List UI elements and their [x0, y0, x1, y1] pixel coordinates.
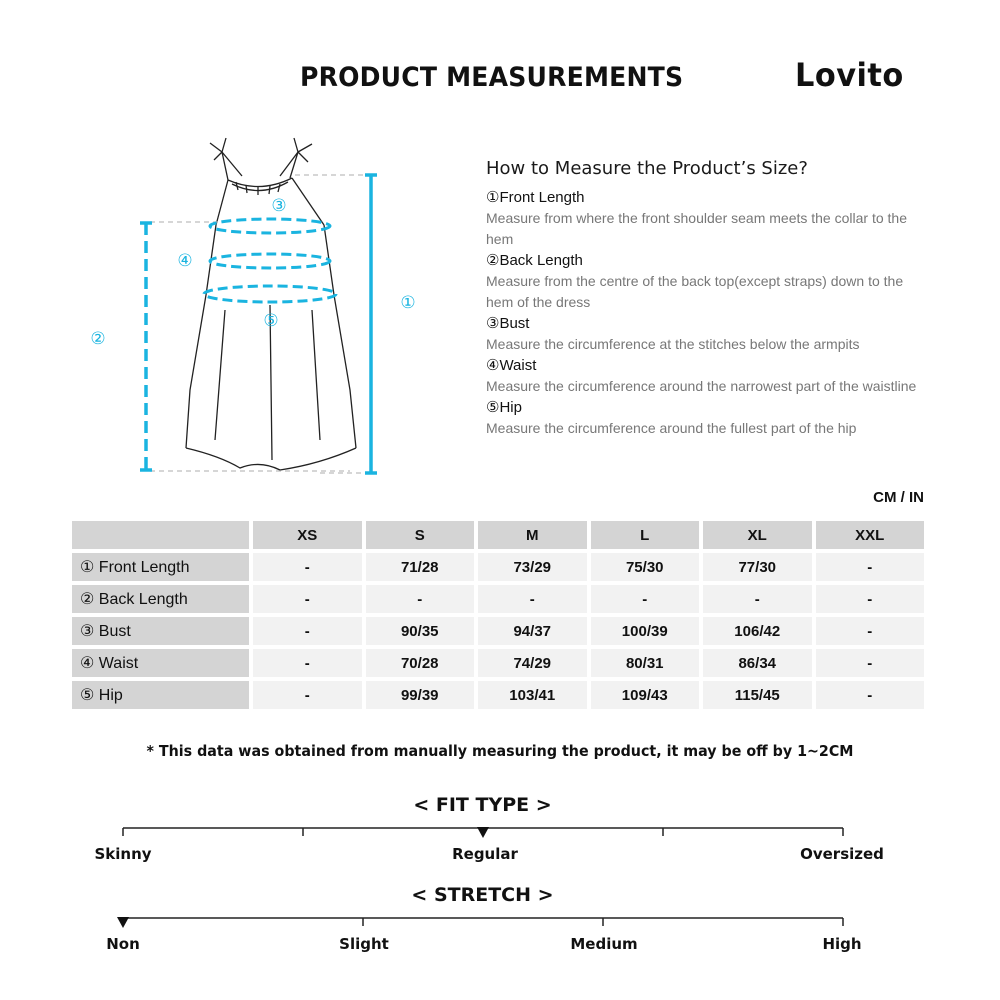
- table-cell: 90/35: [366, 617, 475, 645]
- table-cell: 80/31: [591, 649, 700, 677]
- measure-item-front-length: [486, 187, 926, 250]
- marker-front-length: ①: [400, 293, 416, 313]
- table-row: [72, 649, 924, 677]
- table-cell: 106/42: [703, 617, 812, 645]
- table-cell: 75/30: [591, 553, 700, 581]
- table-cell: 103/41: [478, 681, 587, 709]
- table-cell: 73/29: [478, 553, 587, 581]
- dress-outline: [186, 138, 356, 470]
- table-cell: 109/43: [591, 681, 700, 709]
- measure-head: ①Front Length: [486, 189, 585, 206]
- measure-item-hip: [486, 397, 926, 439]
- size-table: [68, 517, 928, 713]
- row-label: ② Back Length: [72, 585, 249, 613]
- table-cell: -: [253, 681, 362, 709]
- table-row: [72, 617, 924, 645]
- table-cell: -: [816, 553, 925, 581]
- size-header: XXL: [816, 521, 925, 549]
- measure-desc: Measure from where the front shoulder seam meets the collar to the hem: [486, 210, 907, 247]
- row-label: ④ Waist: [72, 649, 249, 677]
- measure-head: ⑤Hip: [486, 399, 522, 416]
- table-cell: 74/29: [478, 649, 587, 677]
- fit-type-title: < FIT TYPE >: [413, 794, 552, 816]
- measure-desc: Measure the circumference around the fullest part of the hip: [486, 420, 857, 436]
- how-to-title: How to Measure the Product’s Size?: [486, 158, 808, 179]
- marker-bust: ③: [271, 196, 287, 216]
- table-cell: -: [816, 585, 925, 613]
- measurement-note: * This data was obtained from manually measuring the product, it may be off by 1~2CM: [146, 742, 854, 760]
- how-to-measure: [486, 158, 926, 439]
- row-label: ① Front Length: [72, 553, 249, 581]
- table-cell: -: [253, 553, 362, 581]
- measure-head: ③Bust: [486, 315, 530, 332]
- table-cell: -: [816, 649, 925, 677]
- table-cell: 77/30: [703, 553, 812, 581]
- marker-back-length: ②: [90, 329, 106, 349]
- table-cell: 71/28: [366, 553, 475, 581]
- back-length-bar: [140, 223, 152, 470]
- table-cell: 94/37: [478, 617, 587, 645]
- bust-ellipse: [210, 219, 330, 233]
- marker-waist: ④: [177, 251, 193, 271]
- table-header-row: [72, 521, 924, 549]
- stretch-indicator: [117, 917, 129, 928]
- measure-head: ④Waist: [486, 357, 537, 374]
- measure-head: ②Back Length: [486, 252, 583, 269]
- page-title: PRODUCT MEASUREMENTS: [300, 62, 684, 93]
- table-cell: 99/39: [366, 681, 475, 709]
- stretch-title: < STRETCH >: [411, 884, 554, 906]
- brand-logo: Lovito: [795, 56, 904, 94]
- table-cell: -: [366, 585, 475, 613]
- waist-ellipse: [210, 254, 330, 268]
- dress-illustration: [80, 130, 440, 490]
- table-row: [72, 553, 924, 581]
- size-header: XS: [253, 521, 362, 549]
- fit-label-oversized: Oversized: [800, 845, 884, 863]
- table-cell: -: [703, 585, 812, 613]
- measure-item-back-length: [486, 250, 926, 313]
- table-cell: -: [816, 617, 925, 645]
- table-cell: 115/45: [703, 681, 812, 709]
- row-label: ③ Bust: [72, 617, 249, 645]
- table-cell: -: [253, 617, 362, 645]
- stretch-label-non: Non: [106, 935, 140, 953]
- row-label: ⑤ Hip: [72, 681, 249, 709]
- table-cell: -: [816, 681, 925, 709]
- measure-desc: Measure the circumference around the narrowest part of the waistline: [486, 378, 917, 394]
- table-cell: -: [591, 585, 700, 613]
- stretch-label-medium: Medium: [570, 935, 638, 953]
- front-length-bar: [365, 175, 377, 473]
- fit-label-regular: Regular: [452, 845, 518, 863]
- unit-label: CM / IN: [873, 489, 924, 506]
- table-cell: 100/39: [591, 617, 700, 645]
- measure-desc: Measure the circumference at the stitches below the armpits: [486, 336, 860, 352]
- table-cell: -: [478, 585, 587, 613]
- size-header: M: [478, 521, 587, 549]
- fit-type-indicator: [477, 827, 489, 838]
- table-corner: [72, 521, 249, 549]
- table-row: [72, 585, 924, 613]
- stretch-label-high: High: [822, 935, 862, 953]
- hip-ellipse: [204, 286, 336, 302]
- table-cell: -: [253, 649, 362, 677]
- table-cell: 70/28: [366, 649, 475, 677]
- table-row: [72, 681, 924, 709]
- stretch-label-slight: Slight: [339, 935, 389, 953]
- fit-label-skinny: Skinny: [94, 845, 152, 863]
- measure-item-waist: [486, 355, 926, 397]
- measure-desc: Measure from the centre of the back top(except straps) down to the hem of the dress: [486, 273, 904, 310]
- size-header: L: [591, 521, 700, 549]
- table-cell: -: [253, 585, 362, 613]
- size-header: XL: [703, 521, 812, 549]
- marker-hip: ⑤: [263, 311, 279, 331]
- measure-item-bust: [486, 313, 926, 355]
- size-header: S: [366, 521, 475, 549]
- table-cell: 86/34: [703, 649, 812, 677]
